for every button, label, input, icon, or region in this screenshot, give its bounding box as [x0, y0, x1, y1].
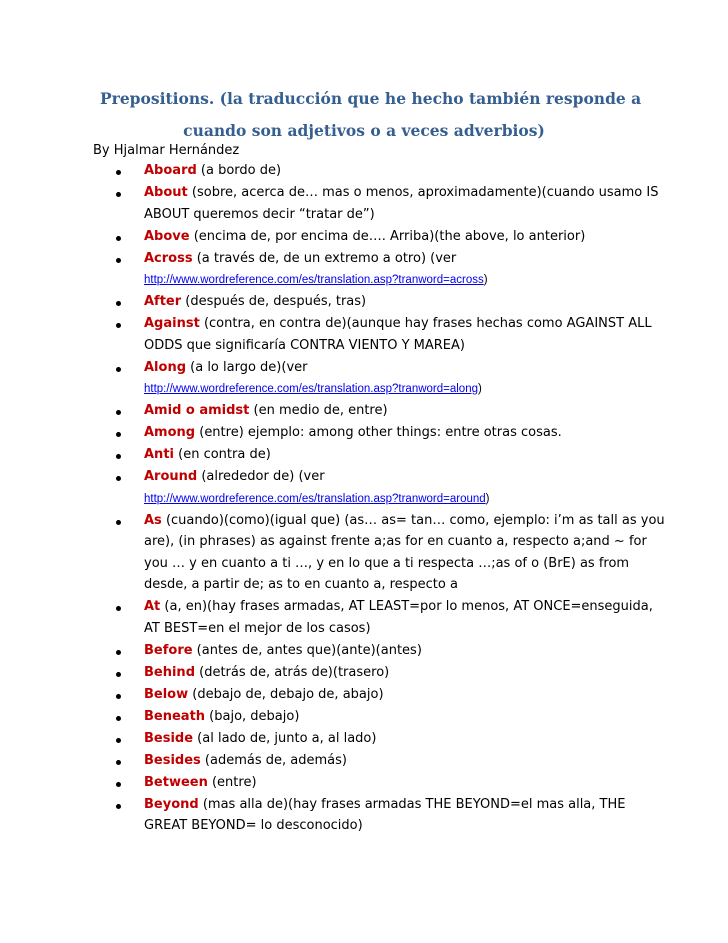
list-item-line	[144, 314, 652, 334]
bullet-icon	[116, 410, 121, 415]
closing-paren: )	[485, 492, 490, 505]
preposition-description: (al lado de, junto a, al lado)	[193, 730, 377, 746]
preposition-description: (detrás de, atrás de)(trasero)	[195, 664, 390, 680]
bullet-icon	[116, 606, 121, 611]
preposition-term: Against	[144, 316, 200, 331]
preposition-description: (entre)	[207, 774, 257, 790]
list-item-line	[144, 292, 366, 312]
bullet-icon	[116, 716, 121, 721]
closing-paren: )	[478, 383, 482, 395]
preposition-description: (debajo de, debajo de, abajo)	[188, 686, 384, 702]
list-item-line	[144, 597, 653, 617]
list-item-line	[144, 336, 465, 356]
preposition-description: ABOUT queremos decir “tratar de”)	[144, 206, 375, 222]
preposition-term: Along	[144, 359, 187, 375]
preposition-description: (mas alla de)(hay frases armadas THE BEYOND=el mas alla, THE	[198, 796, 626, 812]
preposition-term: At	[144, 599, 161, 614]
preposition-term: Among	[144, 425, 196, 440]
bullet-icon	[116, 258, 121, 263]
preposition-description: (contra, en contra de)(aunque hay frases hechas como AGAINST ALL	[199, 316, 652, 331]
preposition-description: (a bordo de)	[196, 163, 282, 178]
bullet-icon	[116, 694, 121, 699]
list-item-line	[144, 467, 325, 487]
preposition-description: AT BEST=en el mejor de los casos)	[144, 620, 371, 636]
preposition-description: (cuando)(como)(igual que) (as… as= tan… como, ejemplo: i’m as tall as you	[161, 512, 665, 528]
list-item-line	[144, 423, 562, 443]
list-item-line	[144, 379, 482, 399]
author-byline: By Hjalmar Hernández	[93, 143, 240, 158]
preposition-term: Behind	[144, 664, 195, 680]
bullet-icon	[116, 367, 121, 372]
wordreference-link[interactable]: http://www.wordreference.com/es/translation.asp?tranword=across	[144, 274, 484, 286]
closing-paren: )	[483, 274, 488, 286]
wordreference-link[interactable]: http://www.wordreference.com/es/translation.asp?tranword=around	[144, 492, 486, 505]
bullet-icon	[116, 672, 121, 677]
list-item-line	[144, 554, 629, 574]
list-item-line	[144, 816, 363, 836]
list-item-line	[144, 401, 388, 421]
list-item-line	[144, 729, 376, 749]
list-item-line	[144, 773, 257, 793]
title-line-1: Prepositions. (la traducción que he hecho también responde a	[100, 89, 642, 108]
preposition-description: (a, en)(hay frases armadas, AT LEAST=por lo menos, AT ONCE=enseguida,	[160, 599, 653, 614]
list-item-line	[144, 183, 658, 203]
preposition-description: (en contra de)	[174, 447, 271, 462]
bullet-icon	[116, 192, 121, 197]
preposition-term: Above	[144, 228, 190, 244]
preposition-term: After	[144, 294, 182, 309]
wordreference-link[interactable]: http://www.wordreference.com/es/translation.asp?tranword=along	[144, 383, 478, 395]
list-item-line	[144, 751, 347, 771]
list-item-line	[144, 707, 299, 727]
preposition-description: you … y en cuanto a ti …, y en lo que a ti respecta …;as of o (BrE) as from	[144, 555, 630, 571]
bullet-icon	[116, 236, 121, 241]
preposition-term: Besides	[144, 752, 201, 768]
preposition-description: (a través de, de un extremo a otro) (ver	[192, 250, 457, 266]
preposition-description: (bajo, debajo)	[205, 708, 300, 724]
preposition-term: Aboard	[144, 163, 197, 178]
list-item-line	[144, 575, 458, 595]
preposition-description: (antes de, antes que)(ante)(antes)	[192, 642, 422, 658]
preposition-term: Below	[144, 686, 189, 702]
list-item-line	[144, 445, 271, 465]
preposition-description: (alrededor de) (ver	[197, 469, 325, 484]
preposition-term: Before	[144, 642, 193, 658]
bullet-icon	[116, 520, 121, 525]
list-item-line	[144, 795, 625, 815]
preposition-description: (a lo largo de)(ver	[186, 359, 308, 375]
list-item-line	[144, 619, 371, 639]
list-item-line	[144, 270, 488, 290]
preposition-term: Beside	[144, 730, 194, 746]
bullet-icon	[116, 650, 121, 655]
bullet-icon	[116, 454, 121, 459]
list-item-line	[144, 641, 422, 661]
list-item-line	[144, 161, 281, 181]
preposition-description: (en medio de, entre)	[249, 403, 388, 418]
preposition-term: Beneath	[144, 708, 206, 724]
list-item-line	[144, 532, 647, 552]
list-item-line	[144, 663, 389, 683]
bullet-icon	[116, 782, 121, 787]
list-item-line	[144, 358, 307, 378]
preposition-term: Between	[144, 774, 208, 790]
bullet-icon	[116, 804, 121, 809]
preposition-term: Amid o amidst	[144, 403, 250, 418]
list-item-line	[144, 205, 375, 225]
list-item-line	[144, 511, 665, 531]
bullet-icon	[116, 476, 121, 481]
preposition-description: (además de, además)	[200, 752, 347, 768]
list-item-line	[144, 489, 490, 509]
bullet-icon	[116, 323, 121, 328]
list-item-line	[144, 685, 384, 705]
preposition-description: are), (in phrases) as against frente a;as for en cuanto a, respecto a;and ~ for	[144, 534, 647, 549]
bullet-icon	[116, 760, 121, 765]
preposition-description: (después de, después, tras)	[181, 294, 367, 309]
preposition-term: Beyond	[144, 796, 199, 812]
title-line-2: cuando son adjetivos o a veces adverbios)	[183, 121, 545, 140]
preposition-term: Across	[144, 250, 193, 266]
preposition-description: (sobre, acerca de… mas o menos, aproximadamente)(cuando usamo IS	[187, 185, 659, 200]
preposition-description: (encima de, por encima de…. Arriba)(the above, lo anterior)	[189, 228, 586, 244]
preposition-description: ODDS que significaría CONTRA VIENTO Y MAREA)	[144, 337, 465, 353]
bullet-icon	[116, 432, 121, 437]
preposition-term: About	[144, 185, 188, 200]
preposition-term: As	[144, 512, 162, 528]
list-item-line	[144, 249, 456, 269]
bullet-icon	[116, 738, 121, 743]
preposition-description: GREAT BEYOND= lo desconocido)	[144, 818, 363, 833]
preposition-description: desde, a partir de; as to en cuanto a, respecto a	[144, 577, 458, 592]
bullet-icon	[116, 301, 121, 306]
preposition-term: Anti	[144, 447, 174, 462]
preposition-term: Around	[144, 469, 198, 484]
bullet-icon	[116, 170, 121, 175]
preposition-description: (entre) ejemplo: among other things: entre otras cosas.	[195, 425, 562, 440]
list-item-line	[144, 227, 585, 247]
